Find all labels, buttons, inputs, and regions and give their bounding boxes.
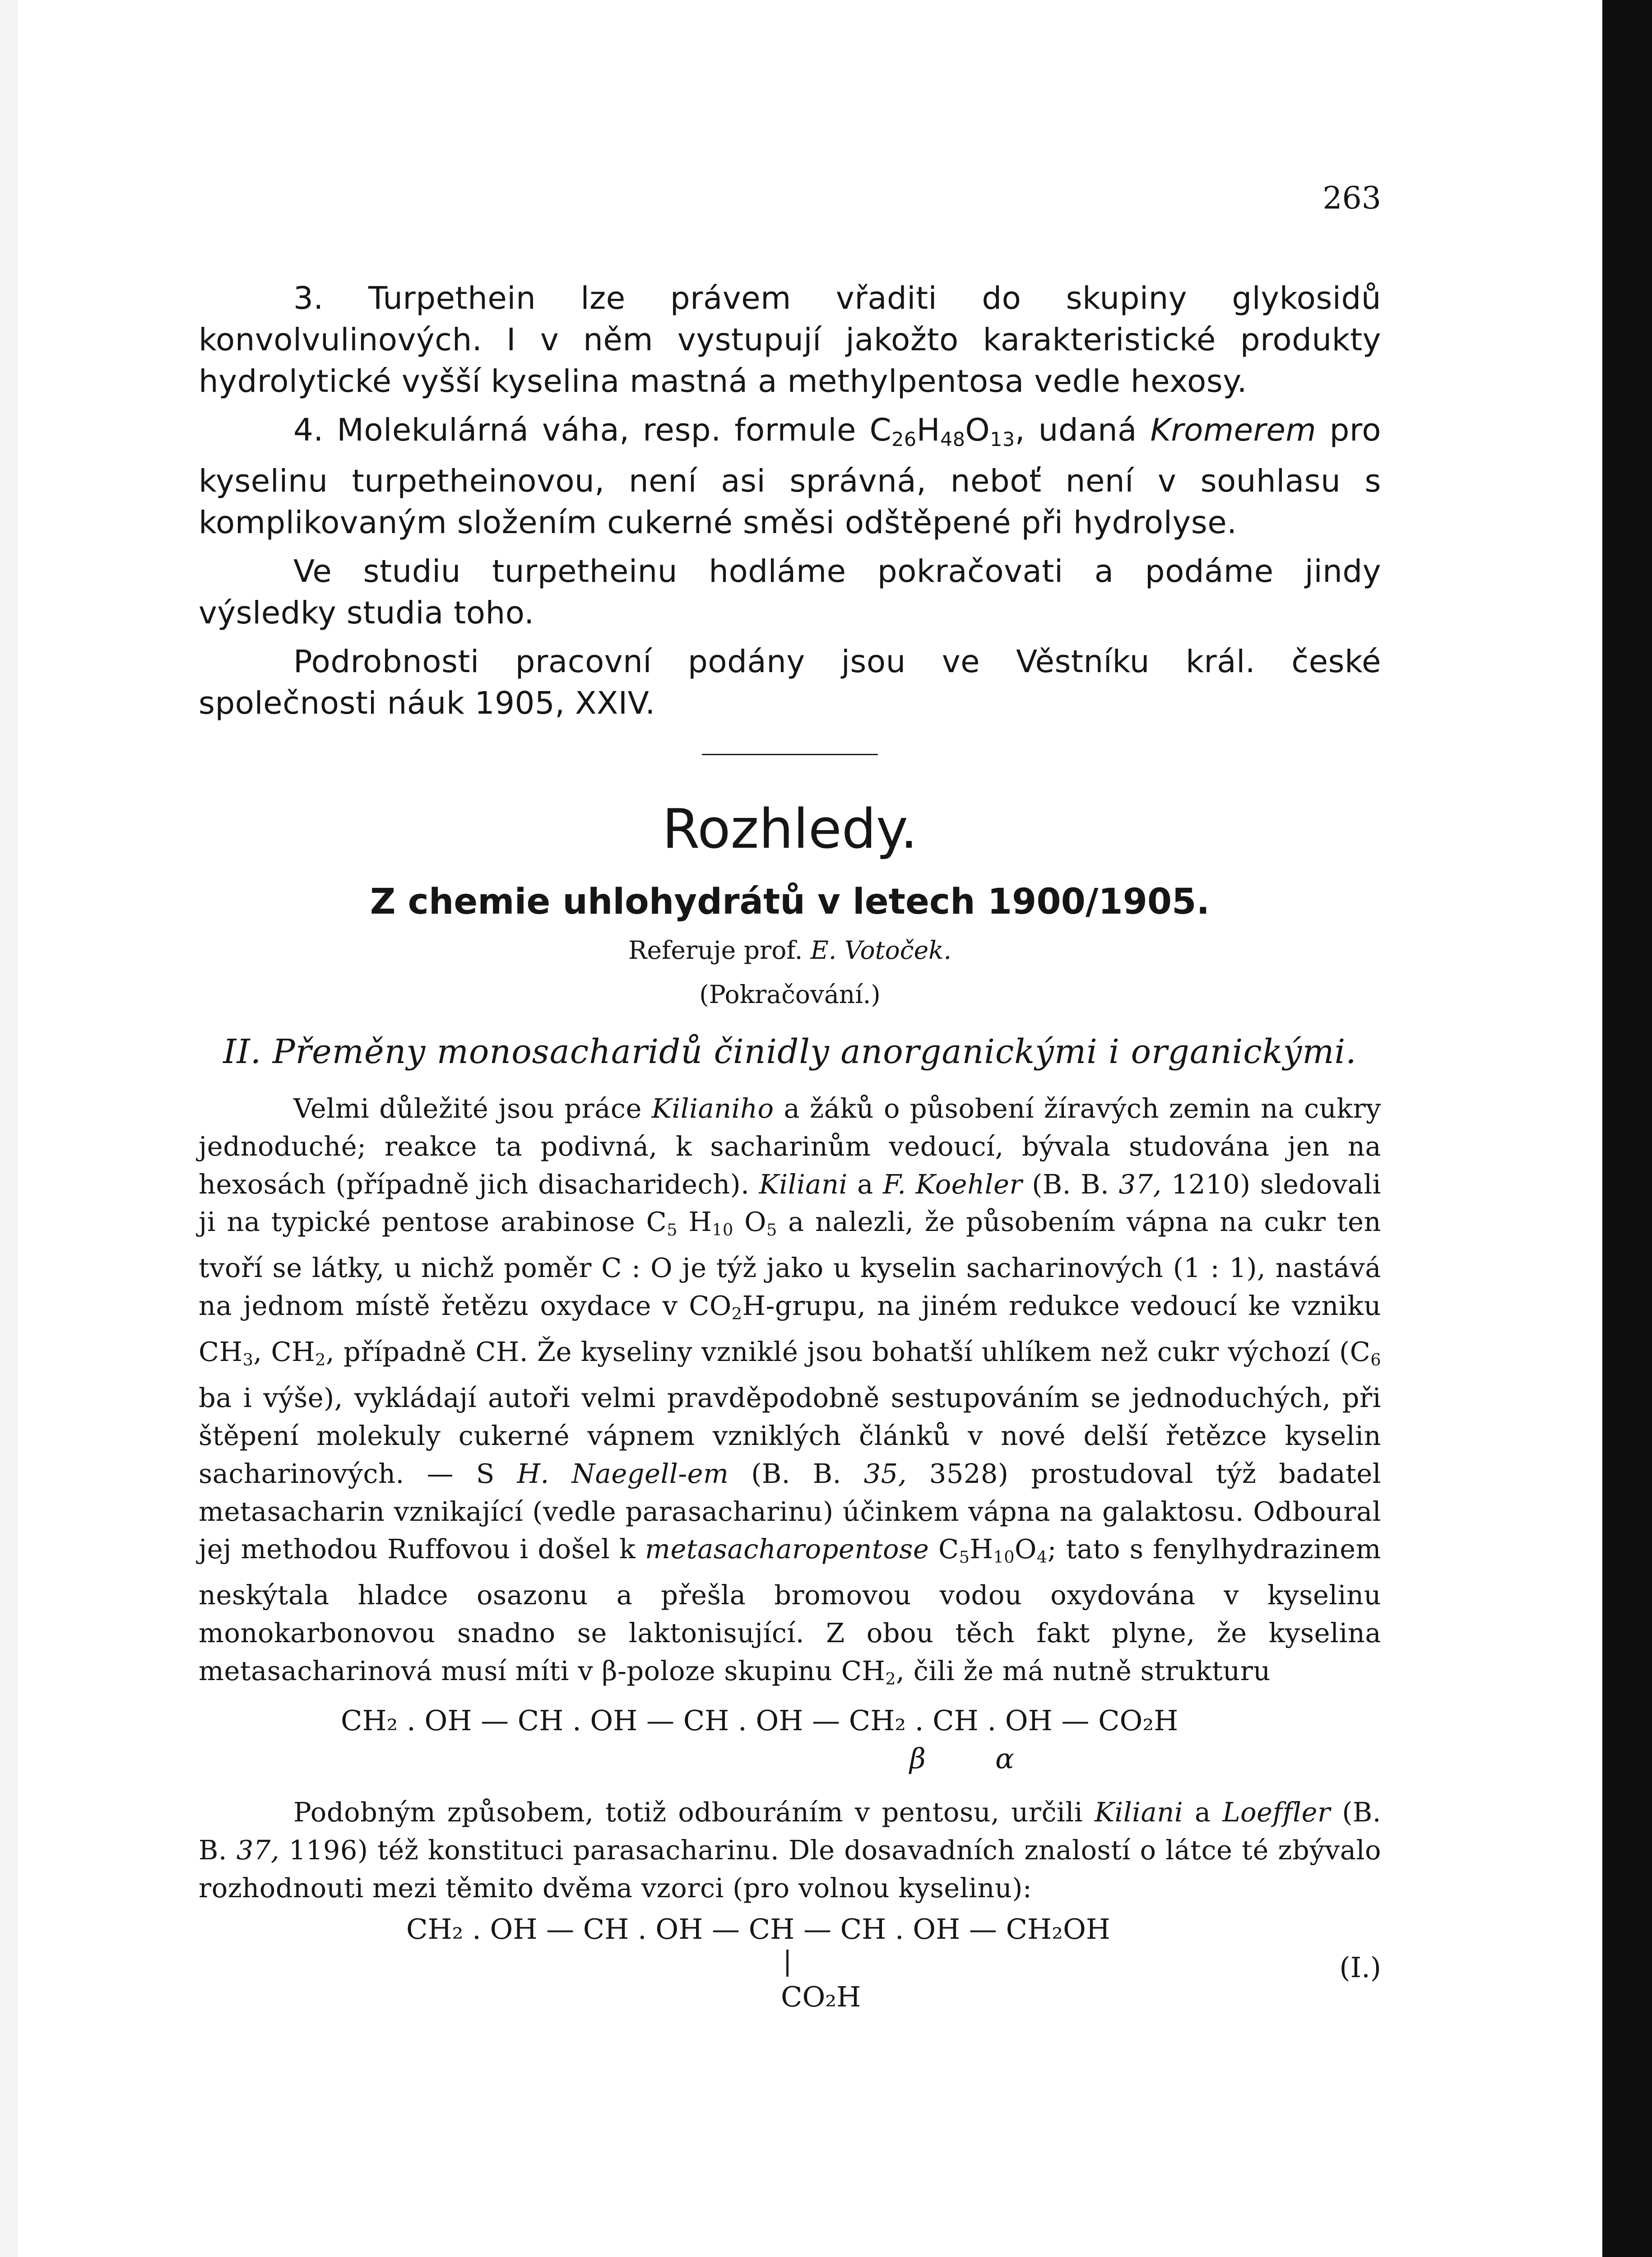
continuation-note: (Pokračování.) — [699, 980, 881, 1009]
author-kromer: Kromerem — [1150, 412, 1317, 448]
formula-label: (I.) — [1339, 1951, 1381, 1984]
page-content — [199, 278, 1381, 2015]
formula-substituent: CO₂H — [781, 1980, 861, 2014]
formula-structure: CH₂ . OH — CH . OH — CH . OH — CH₂ . CH . OH — CO₂H — [341, 1704, 1179, 1737]
body-paragraph-2: Podobným způsobem, totiž odbouráním v pentosu, určili Kiliani a Loeffler (B. B. 37, 1196) též konstituci parasacharinu. Dle dosavadních znalostí o látce té zbývalo rozhodnouti mezi těmito dvěma vzorci (pro volnou kyselinu): — [199, 1797, 1381, 1904]
branch-bond — [786, 1950, 789, 1977]
section-divider — [702, 754, 878, 755]
beta-label: β — [910, 1742, 926, 1775]
formula-parasacharin-i — [199, 1911, 1381, 2015]
conclusion-4: 4. Molekulárná váha, resp. formule $C_{26}H_{48}O_{13}$, udaná Kromerem pro kyselinu turpetheinovou, není asi správná, neboť není v souhlasu s komplikovaným složením cukerné směsi odštěpené při hydrolyse. — [199, 412, 1381, 541]
formula-metasacharin — [199, 1703, 1381, 1777]
conclusion-5: Ve studiu turpetheinu hodláme pokračovati a podáme jindy výsledky studia toho. — [199, 553, 1381, 631]
formula-positions — [910, 1741, 1081, 1777]
review-title: Rozhledy. — [662, 798, 918, 861]
page-number: 263 — [1323, 181, 1381, 216]
scan-left-edge — [0, 0, 18, 2257]
conclusion-3: 3. Turpethein lze právem vřaditi do skupiny glykosidů konvolvulinových. I v něm vystupují jakožto karakteristické produkty hydrolytické vyšší kyselina mastná a methylpentosa vedle hexosy. — [199, 280, 1381, 399]
alpha-label: α — [995, 1742, 1014, 1775]
body-paragraph-1: Velmi důležité jsou práce Kilianiho a žáků o působení žíravých zemin na cukry jednoduché; reakce ta podivná, k sacharinům vedoucí, bývala studována jen na hexosách (případně jich disacharidech). Kiliani a F. Koehler (B. B. 37, 1210) sledovali ji na typické pentose arabinose $C_5$ $H_{10}$ $O_5$ a nalezli, že působením vápna na cukr ten tvoří se látky, u nichž poměr C : O je týž jako u kyselin sacharinových (1 : 1), nastává na jednom místě řetězu oxydace v $CO_2H$-grupu, na jiném redukce vedoucí ke vzniku $CH_3$, $CH_2$, případně CH. Že kyseliny vzniklé jsou bohatší uhlíkem než cukr výchozí ($C_6$ ba i výše), vykládají autoři velmi pravděpodobně sestupováním se jednoduchých, při štěpení molekuly cukerné vápnem vzniklých článků v nové delší řetězce kyselin sacharinových. — S H. Naegell-em (B. B. 35, 3528) prostudoval týž badatel metasacharin vznikající (vedle parasacharinu) účinkem vápna na galaktosu. Odboural jej methodou Ruffovou i došel k metasacharopentose $C_5H_{10}O_4$; tato s fenylhydrazinem neskýtala hladce osazonu a přešla bromovou vodou oxydována v kyselinu monokarbonovou snadno se laktonisující. Z obou těch fakt plyne, že kyselina metasacharinová musí míti v β-poloze skupinu $CH_2$, čili že má nutně strukturu — [199, 1092, 1382, 1689]
conclusion-6: Podrobnosti pracovní podány jsou ve Věstníku král. české společnosti náuk 1905, XXIV. — [199, 643, 1381, 721]
review-subtitle: Z chemie uhlohydrátů v letech 1900/1905. — [370, 881, 1210, 922]
review-author: Referuje prof. E. Votoček. — [628, 935, 951, 965]
formula-structure: CH₂ . OH — CH . OH — CH — CH . OH — CH₂OH — [406, 1913, 1110, 1946]
section-heading: II. Přeměny monosacharidů činidly anorganickými i organickými. — [223, 1032, 1357, 1071]
scan-right-border — [1602, 0, 1652, 2257]
